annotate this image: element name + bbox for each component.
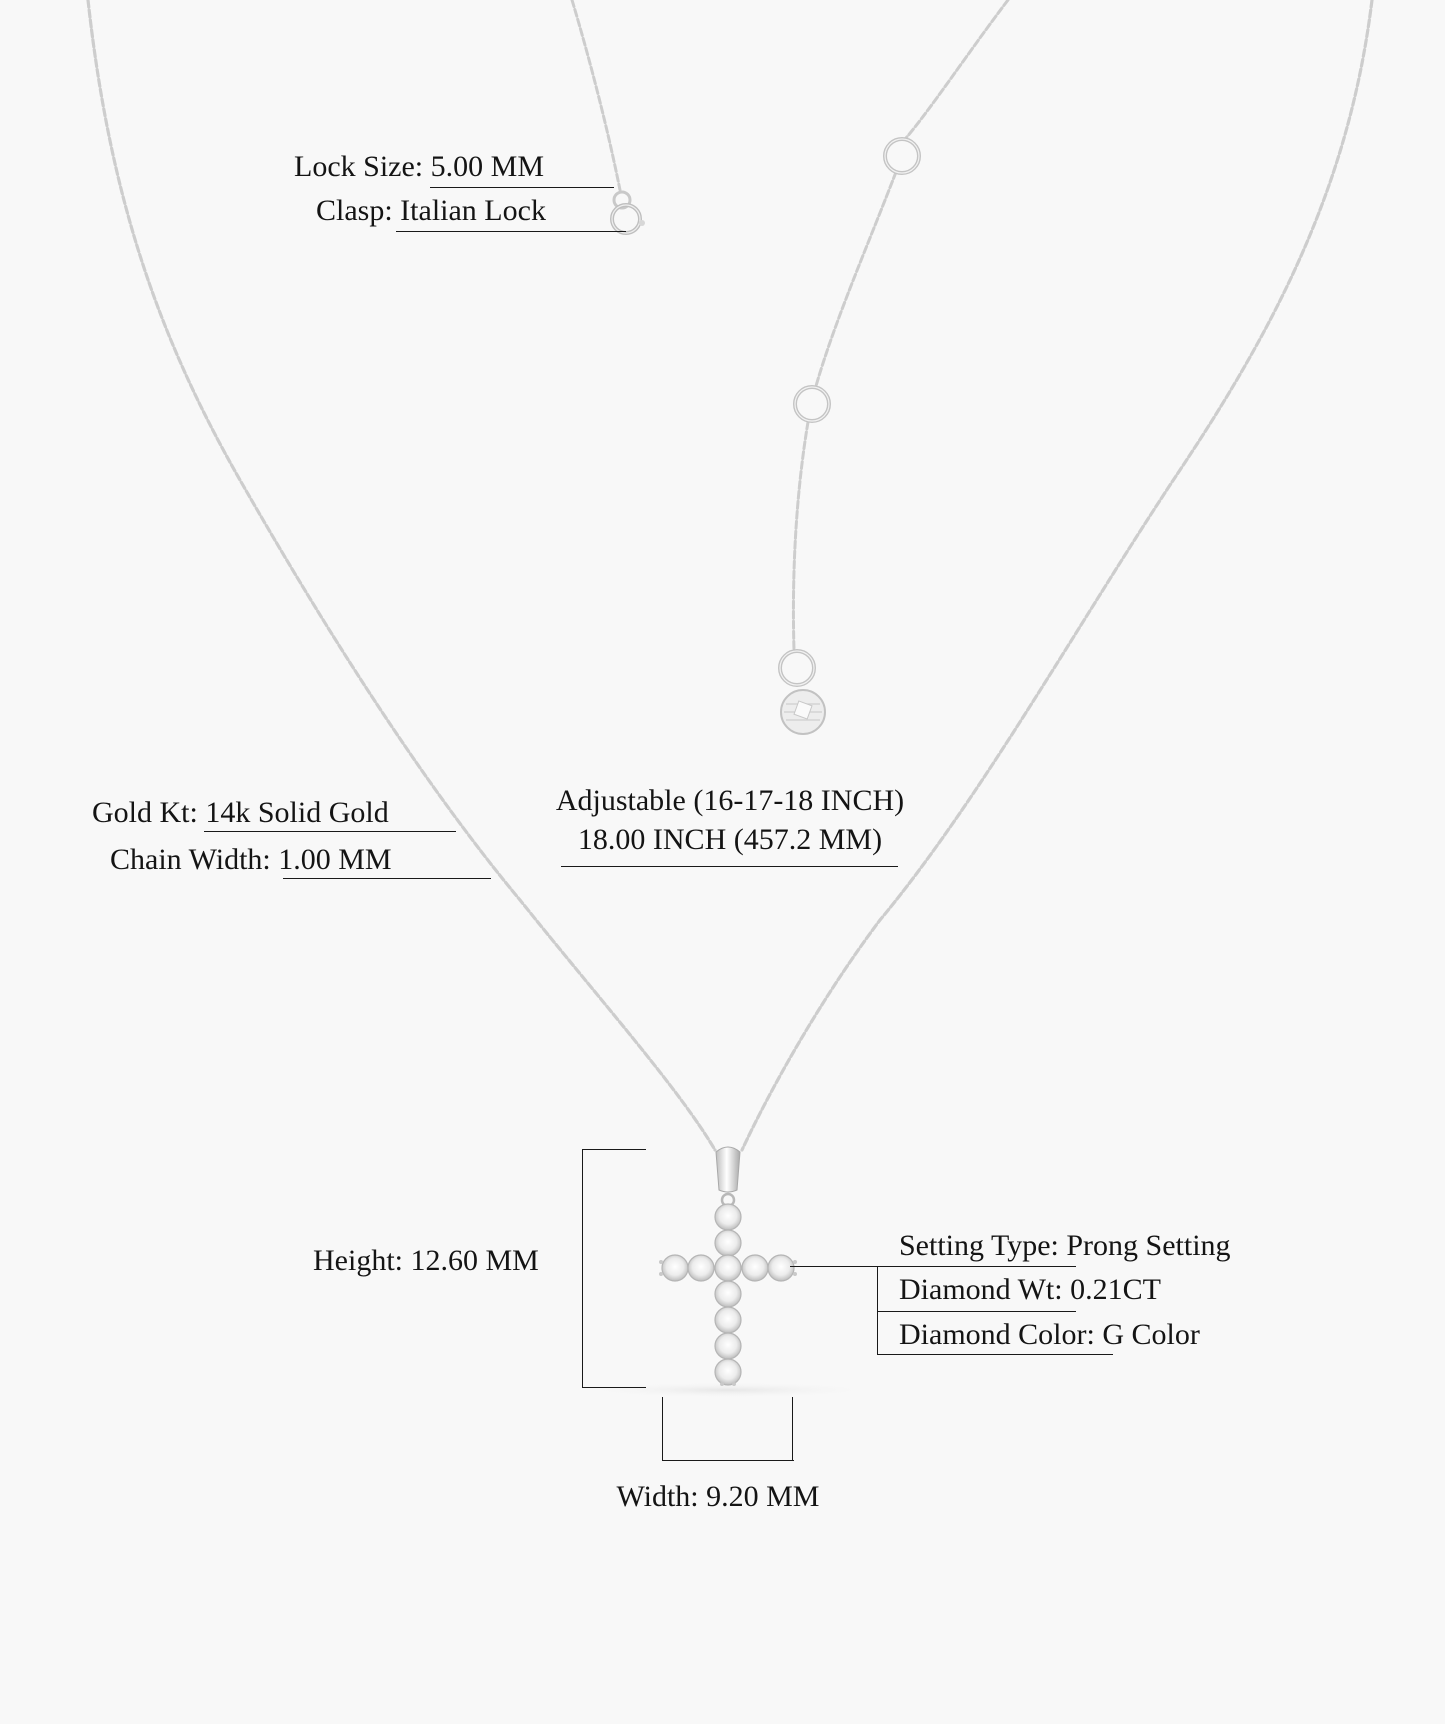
width-value: 9.20 MM [706,1480,820,1513]
clasp-value: Italian Lock [400,194,546,227]
extender-ring-1-icon [885,139,919,173]
gold-kt-underline [204,831,456,832]
height-key: Height: [313,1244,403,1277]
chain-width-value: 1.00 MM [278,843,392,876]
height-bracket-side [582,1149,583,1388]
clasp-label [316,194,546,228]
chain-right [742,0,1372,1150]
chain-width-key: Chain Width: [110,843,271,876]
extender-ring-2-icon [795,387,829,421]
diamond-color-key: Diamond Color: [899,1318,1095,1351]
length-underline [561,866,898,867]
diamond-color-label [899,1318,1200,1352]
lock-size-underline [430,187,614,188]
diamond-wt-key: Diamond Wt: [899,1273,1063,1306]
chain-length-text: 18.00 INCH (457.2 MM) [577,823,883,856]
setting-type-value: Prong Setting [1066,1229,1231,1262]
chain-clasp-end [572,0,620,190]
height-bracket-bottom [582,1387,646,1388]
diamond-wt-value: 0.21CT [1070,1273,1161,1306]
chain-width-label [110,843,392,877]
height-label [313,1244,539,1278]
lock-size-value: 5.00 MM [430,150,544,183]
diamond-color-value: G Color [1102,1318,1200,1351]
chain-extender [793,0,1008,650]
clasp-ring-icon [612,192,645,233]
adjustable-length-text: Adjustable (16-17-18 INCH) [555,784,905,817]
diamond-wt-label [899,1273,1161,1307]
lock-size-key: Lock Size: [294,150,424,183]
width-key: Width: [616,1480,699,1513]
lock-size-label [294,150,544,184]
setting-type-key: Setting Type: [899,1229,1059,1262]
clasp-key: Clasp: [316,194,393,227]
gold-kt-value: 14k Solid Gold [205,796,389,829]
cross-pendant-icon [659,1147,797,1386]
height-bracket-top [582,1149,646,1150]
width-label [568,1480,868,1514]
extender-tag-icon [781,690,825,734]
width-bracket-right [792,1397,793,1461]
chain-width-underline [283,878,491,879]
width-bracket-bottom [662,1460,794,1461]
setting-type-label [899,1229,1231,1263]
clasp-underline [396,231,626,232]
gold-kt-key: Gold Kt: [92,796,198,829]
extender-ring-3-icon [780,651,814,685]
setting-leader-line [790,1266,1076,1267]
width-bracket-left [662,1397,663,1461]
diamond-wt-underline [877,1311,1076,1312]
diamond-color-underline [877,1354,1113,1355]
height-value: 12.60 MM [410,1244,539,1277]
gold-kt-label [92,796,389,830]
